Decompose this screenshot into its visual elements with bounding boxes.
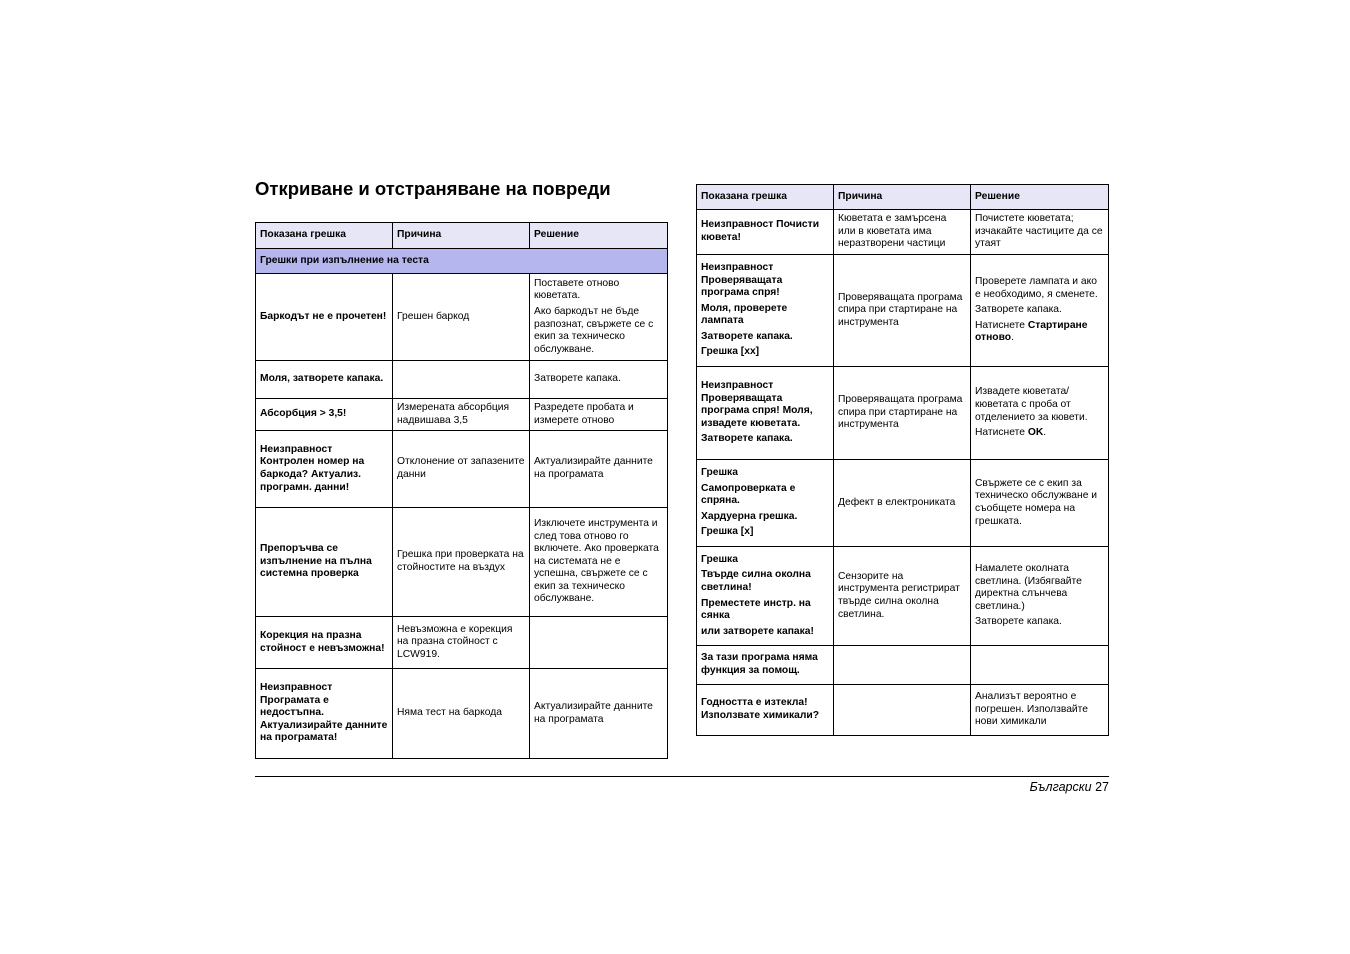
table-row xyxy=(697,210,1109,255)
error-cell xyxy=(697,367,834,460)
cause-cell xyxy=(393,399,530,431)
error-cell xyxy=(697,460,834,547)
cell-paragraph: Поставете отново кюветата. xyxy=(534,277,620,302)
cell-paragraph: Абсорбция > 3,5! xyxy=(260,408,347,420)
cell-paragraph: Свържете се с екип за техническо обслужване и съобщете номера на грешката. xyxy=(975,477,1098,527)
section-title: Грешки при изпълнение на теста xyxy=(256,249,668,274)
table-row xyxy=(256,617,668,669)
cell-paragraph: Актуализирайте данните на програмата xyxy=(534,700,653,725)
cell-paragraph: Препоръчва се изпълнение на пълна системна проверка xyxy=(260,543,372,580)
table-row xyxy=(256,431,668,508)
header-error: Показана грешка xyxy=(697,185,834,210)
cell-paragraph: Няма тест на баркода xyxy=(397,707,502,719)
cell-paragraph: Хардуерна грешка. xyxy=(701,510,798,522)
cell-paragraph: Сензорите на инструмента регистрират твърде силна околна светлина. xyxy=(838,570,960,620)
table-row xyxy=(697,685,1109,736)
cause-cell xyxy=(393,669,530,759)
solution-cell xyxy=(971,210,1109,255)
solution-cell xyxy=(971,685,1109,736)
cell-paragraph: Грешка [x] xyxy=(701,526,754,538)
cell-paragraph: Грешка при проверката на стойностите на въздух xyxy=(397,549,524,573)
header-cause: Причина xyxy=(834,185,971,210)
cause-cell xyxy=(834,547,971,646)
cell-paragraph: Анализът вероятно е погрешен. Използвайте нови химикали xyxy=(975,691,1088,728)
table-row xyxy=(256,361,668,399)
instruction-end: . xyxy=(1011,332,1014,344)
table-row xyxy=(697,646,1109,685)
table-row xyxy=(256,399,668,431)
cell-paragraph: Грешка xyxy=(701,553,738,565)
cell-paragraph: Неизправност Контролен номер на баркода? Актуализ. програмн. данни! xyxy=(260,443,365,493)
error-cell xyxy=(697,685,834,736)
cell-paragraph: Самопроверката е спряна. xyxy=(701,482,796,507)
cell-paragraph: Неизправност Почисти кювета! xyxy=(701,219,820,243)
cause-cell xyxy=(834,367,971,460)
solution-cell xyxy=(971,367,1109,460)
cell-paragraph: Грешка [xx] xyxy=(701,346,760,358)
cell-paragraph: Проверяващата програма спира при стартиране на инструмента xyxy=(838,394,963,431)
solution-cell xyxy=(971,646,1109,685)
footer-language: Български xyxy=(1029,780,1092,794)
footer-divider xyxy=(255,776,1109,777)
cell-paragraph: Изключете инструмента и след това отново го включете. Ако проверката на системата не е успешна, свържете се с екип за техническо обслужване. xyxy=(534,517,659,605)
section-row xyxy=(256,249,668,274)
header-cause: Причина xyxy=(393,223,530,249)
error-cell xyxy=(697,210,834,255)
troubleshooting-table-left xyxy=(255,222,668,759)
cell-paragraph: Кюветата е замърсена или в кюветата има неразтворени частици xyxy=(838,213,947,250)
table-row xyxy=(697,460,1109,547)
error-cell xyxy=(256,669,393,759)
cause-cell xyxy=(834,685,971,736)
cell-paragraph: Отклонение от запазените данни xyxy=(397,456,525,480)
table-row xyxy=(256,274,668,361)
cell-paragraph: Годността е изтекла! Използвате химикали? xyxy=(701,697,820,721)
cell-paragraph: Твърде силна околна светлина! xyxy=(701,569,811,593)
instruction-text: Натиснете xyxy=(975,427,1028,439)
instruction-end: . xyxy=(1043,427,1047,439)
solution-cell xyxy=(530,617,668,669)
cell-paragraph: Неизправност Проверяващата програма спря! Моля, извадете кюветата. xyxy=(701,380,813,429)
cell-paragraph: Затворете капака. xyxy=(701,433,793,445)
solution-cell xyxy=(530,508,668,617)
solution-cell xyxy=(971,460,1109,547)
cell-paragraph: Преместете инстр. на сянка xyxy=(701,597,811,622)
instruction-text: Натиснете xyxy=(975,319,1028,331)
cell-paragraph: Затворете капака. xyxy=(975,616,1062,628)
cell-paragraph: Грешен баркод xyxy=(397,310,470,322)
solution-cell xyxy=(971,547,1109,646)
cause-cell xyxy=(393,361,530,399)
error-cell xyxy=(256,274,393,361)
cell-paragraph: Извадете кюветата/ кюветата с проба от отделението за кювети. xyxy=(975,386,1088,423)
cell-paragraph: Проверете лампата и ако е необходимо, я сменете. xyxy=(975,276,1098,300)
cause-cell xyxy=(393,617,530,669)
cell-paragraph: или затворете капака! xyxy=(701,625,814,637)
error-cell xyxy=(256,508,393,617)
error-cell xyxy=(697,255,834,367)
cell-paragraph: Разредете пробата и измерете отново xyxy=(534,401,634,426)
cell-paragraph: Затворете капака. xyxy=(701,330,793,342)
cell-paragraph: Ако баркодът не бъде разпознат, свържете се с екип за техническо обслужване. xyxy=(534,305,654,355)
cell-paragraph xyxy=(975,320,1104,345)
cell-paragraph: Неизправност Програмата е недостъпна. Актуализирайте данните на програмата! xyxy=(260,682,388,744)
error-cell xyxy=(697,547,834,646)
cell-paragraph: Измерената абсорбция надвишава 3,5 xyxy=(397,401,510,426)
cause-cell xyxy=(834,460,971,547)
solution-cell xyxy=(530,274,668,361)
cell-paragraph: Актуализирайте данните на програмата xyxy=(534,456,653,480)
cell-paragraph: Корекция на празна стойност е невъзможна! xyxy=(260,629,385,654)
solution-cell xyxy=(530,361,668,399)
cause-cell xyxy=(393,274,530,361)
table-row xyxy=(697,255,1109,367)
header-solution: Решение xyxy=(530,223,668,249)
solution-cell xyxy=(530,669,668,759)
cell-paragraph: Неизправност Проверяващата програма спря! xyxy=(701,261,783,299)
table-row xyxy=(697,367,1109,460)
error-cell xyxy=(256,431,393,508)
table-row xyxy=(256,508,668,617)
cell-paragraph: Моля, затворете капака. xyxy=(260,373,384,385)
key-label: Стартиране отново xyxy=(975,319,1088,344)
error-cell xyxy=(256,361,393,399)
cell-paragraph: Моля, проверете лампата xyxy=(701,302,788,327)
page-number: 27 xyxy=(1095,780,1109,794)
cell-paragraph: Грешка xyxy=(701,467,738,479)
cell-paragraph: Почистете кюветата; изчакайте частиците да се утаят xyxy=(975,213,1103,250)
table-row xyxy=(256,669,668,759)
error-cell xyxy=(256,399,393,431)
key-label: OK xyxy=(1027,427,1044,439)
cell-paragraph: Затворете капака. xyxy=(534,373,621,385)
cell-paragraph: Затворете капака. xyxy=(975,304,1062,316)
page-footer xyxy=(1030,780,1109,794)
troubleshooting-table-right xyxy=(696,184,1109,736)
error-cell xyxy=(697,646,834,685)
table-row xyxy=(697,547,1109,646)
cell-paragraph xyxy=(975,427,1104,440)
cause-cell xyxy=(393,508,530,617)
cause-cell xyxy=(834,646,971,685)
table-header-row xyxy=(697,185,1109,210)
solution-cell xyxy=(971,255,1109,367)
cell-paragraph: Дефект в електрониката xyxy=(838,496,956,508)
page-title: Откриване и отстраняване на повреди xyxy=(255,178,611,199)
solution-cell xyxy=(530,431,668,508)
cell-paragraph: Намалете околната светлина. (Избягвайте директна слънчева светлина.) xyxy=(975,563,1082,612)
cause-cell xyxy=(393,431,530,508)
solution-cell xyxy=(530,399,668,431)
header-solution: Решение xyxy=(971,185,1109,210)
cell-paragraph: За тази програма няма функция за помощ. xyxy=(701,652,818,676)
cell-paragraph: Невъзможна е корекция на празна стойност с LCW919. xyxy=(397,623,513,660)
header-error: Показана грешка xyxy=(256,223,393,249)
error-cell xyxy=(256,617,393,669)
cause-cell xyxy=(834,255,971,367)
cell-paragraph: Проверяващата програма спира при стартиране на инструмента xyxy=(838,291,963,328)
cell-paragraph: Баркодът не е прочетен! xyxy=(260,310,387,322)
table-header-row xyxy=(256,223,668,249)
cause-cell xyxy=(834,210,971,255)
